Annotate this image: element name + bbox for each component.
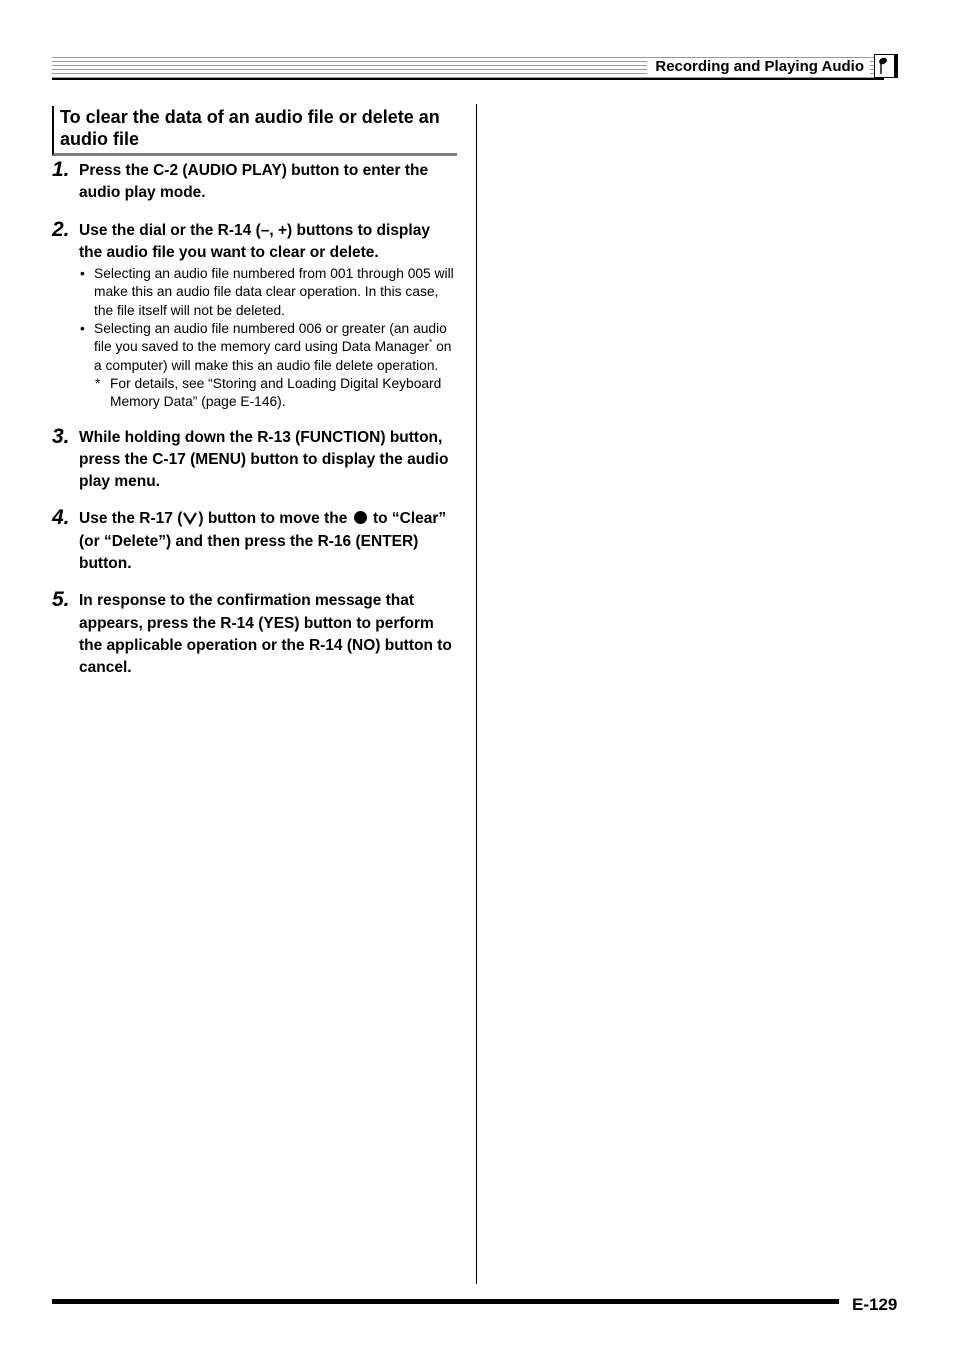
bullet-text: on a computer) will make this an audio file delete operation. bbox=[94, 339, 452, 373]
step-3 bbox=[52, 424, 456, 494]
footnote-star: * bbox=[95, 375, 101, 391]
step-text: Use the dial or the R-14 (–, +) buttons to display the audio file you want to clear or delete. bbox=[79, 221, 430, 261]
step-2-bullets bbox=[79, 265, 456, 375]
step-number: 1. bbox=[52, 158, 70, 181]
step-text-part: ) button to move the bbox=[198, 510, 348, 528]
section-heading bbox=[52, 106, 457, 156]
step-number: 3. bbox=[52, 424, 70, 448]
page-header bbox=[52, 54, 902, 80]
step-text bbox=[79, 508, 456, 575]
step-number: 4. bbox=[52, 506, 70, 530]
step-4 bbox=[52, 508, 456, 575]
cursor-dot-icon bbox=[354, 511, 367, 524]
step-5 bbox=[52, 590, 456, 679]
column-divider bbox=[476, 104, 477, 1284]
step-text: While holding down the R-13 (FUNCTION) button, press the C-17 (MENU) button to display the audio play menu. bbox=[79, 428, 449, 491]
step-2 bbox=[52, 217, 456, 412]
chevron-down-icon bbox=[182, 511, 198, 525]
step-number: 2. bbox=[52, 217, 70, 241]
page-number: E-129 bbox=[852, 1295, 898, 1314]
bullet-item bbox=[79, 320, 456, 375]
chapter-title: Recording and Playing Audio bbox=[647, 58, 870, 76]
footnote-text: For details, see “Storing and Loading Digital Keyboard Memory Data” (page E-146). bbox=[110, 375, 442, 410]
step-text: Press the C-2 (AUDIO PLAY) button to enter the audio play mode. bbox=[79, 162, 429, 202]
footnote bbox=[79, 375, 456, 412]
step-text-part: to “Clear” (or “Delete”) and then press the R-16 (ENTER) button. bbox=[79, 510, 447, 573]
bullet-item: • Selecting an audio file numbered from 001 through 005 will make this an audio file data clear operation. In this case, the file itself will not be deleted. bbox=[79, 265, 456, 320]
step-number: 5. bbox=[52, 588, 70, 612]
music-note-icon bbox=[874, 54, 898, 78]
step-1 bbox=[52, 160, 456, 205]
bullet-text: Selecting an audio file numbered 006 or greater (an audio file you saved to the memory card using Data Manager bbox=[94, 321, 447, 355]
section-title-text: To clear the data of an audio file or delete an audio file bbox=[60, 107, 440, 149]
step-text-part: Use the R-17 ( bbox=[79, 510, 183, 528]
step-list bbox=[52, 160, 456, 695]
step-text: In response to the confirmation message that appears, press the R-14 (YES) button to perform the applicable operation or the R-14 (NO) button to cancel. bbox=[79, 592, 452, 677]
footnote-marker: * bbox=[429, 338, 433, 348]
footer-rule bbox=[52, 1299, 839, 1304]
